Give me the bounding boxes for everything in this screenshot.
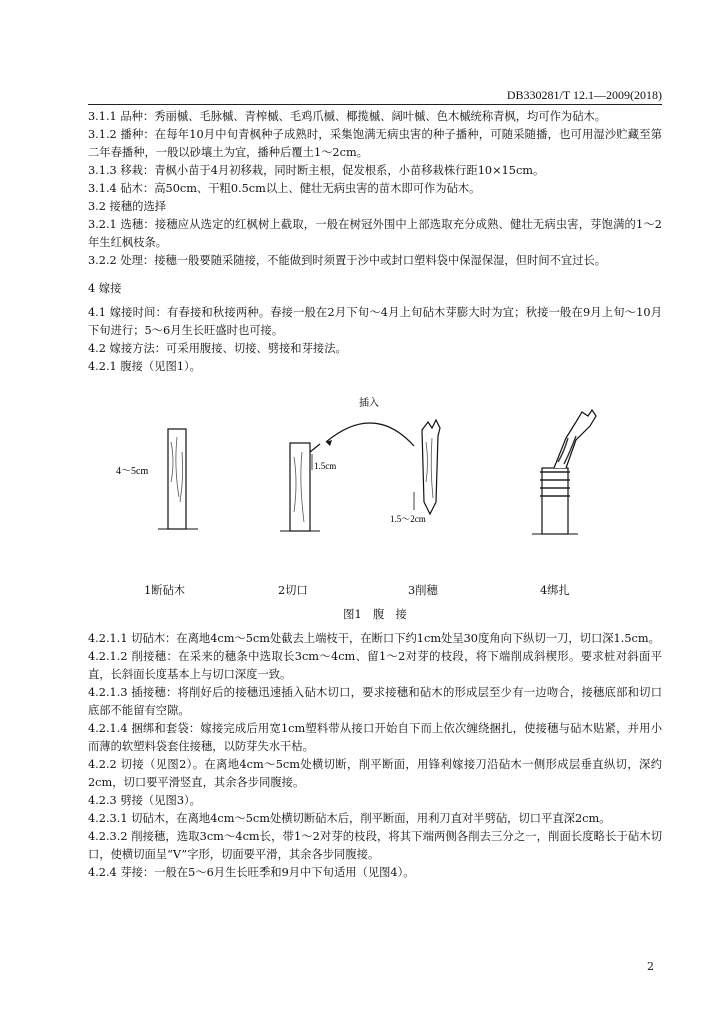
para-4-2-1-1: 4.2.1.1 切砧木：在离地4cm～5cm处截去上端枝干，在断口下约1cm处呈30度角向下纵切一刀，切口深1.5cm。 [88,632,660,645]
page-body [88,108,662,882]
para-3-2-2: 3.2.2 处理：接穗一般要随采随接，不能做到时须置于沙中或封口塑料袋中保湿保湿，但时间不宜过长。 [88,254,607,267]
para-3-1-2: 3.1.2 播种：在每年10月中旬青枫种子成熟时，采集饱满无病虫害的种子播种，可随采随播，也可用湿沙贮藏至第二年春播种，一般以砂壤土为宜，播种后覆土1～2cm。 [88,128,662,159]
para-3-2-1: 3.2.1 选穗：接穗应从选定的红枫树上截取，一般在树冠外围中上部选取充分成熟、健壮无病虫害，芽饱满的1～2年生红枫枝条。 [88,218,662,249]
stock-incision-drawing [280,443,336,531]
para-4-2-3: 4.2.3 劈接（见图3）。 [88,794,201,807]
para-4-2: 4.2 嫁接方法：可采用腹接、切接、劈接和芽接法。 [88,342,347,355]
para-4-2-3-1: 4.2.3.1 切砧木，在离地4cm～5cm处横切断砧木后，削平断面，用利刀直对半劈砧，切口平直深2cm。 [88,812,611,825]
para-4-2-2: 4.2.2 切接（见图2）。在离地4cm～5cm处横切断，削平断面，用锋利嫁接刀沿砧木一侧形成层垂直纵切，深约2cm，切口要平滑竖直，其余各步同腹接。 [88,758,662,789]
para-4-2-1-2: 4.2.1.2 削接穗：在采来的穗条中选取长3cm～4cm、留1～2对芽的枝段，将下端削成斜楔形。要求桩对斜面平直，长斜面长度基本上与切口深度一致。 [88,650,662,681]
figure-1-illustration [88,382,662,582]
figure-title: 图1 腹 接 [343,608,407,621]
caption-scion: 3削穗 [408,584,438,597]
heading-3-2: 3.2 接穗的选择 [88,200,167,213]
para-4-2-1-4: 4.2.1.4 捆绑和套袋：嫁接完成后用宽1cm塑料带从接口开始自下而上依次缠绕捆扎，使接穗与砧木贴紧，并用小而薄的软塑料袋套住接穗，以防芽失水干枯。 [88,722,662,753]
scion-drawing [390,420,440,524]
caption-stock: 1断砧木 [144,584,186,597]
stock-cut-drawing [116,429,198,529]
header-rule [88,104,662,105]
scion-length-label: 1.5～2cm [390,514,426,524]
para-4-2-1: 4.2.1 腹接（见图1）。 [88,360,201,373]
para-3-1-3: 3.1.3 移栽：青枫小苗于4月初移栽，同时断主根，促发根系，小苗移栽株行距10×15cm。 [88,164,545,177]
para-3-1-1: 3.1.1 品种：秀丽槭、毛脉槭、青榨槭、毛鸡爪槭、椰揽槭、阔叶槭、色木槭统称青枫，均可作为砧木。 [88,110,607,123]
grafting-diagram [114,382,644,582]
para-4-2-4: 4.2.4 芽接：一般在5～6月生长旺季和9月中下旬适用（见图4）。 [88,866,415,879]
heading-section-4: 4 嫁接 [88,282,122,295]
document-code: DB330281/T 12.1—2009(2018) [506,88,662,102]
caption-bind: 4绑扎 [540,584,570,597]
page-number: 2 [647,960,654,973]
insert-label: 插入 [359,398,379,409]
figure-captions [88,582,662,604]
bound-graft-drawing [532,410,596,534]
para-3-1-4: 3.1.4 砧木：高50cm、干粗0.5cm以上、健壮无病虫害的苗木即可作为砧木。 [88,182,481,195]
para-4-2-3-2: 4.2.3.2 削接穗，选取3cm～4cm长，带1～2对芽的枝段，将其下端两侧各削去三分之一，削面长度略长于砧木切口，使横切面呈“V”字形，切面要平滑，其余各步同腹接。 [88,830,662,861]
height-label: 4～5cm [116,466,149,477]
caption-cut: 2切口 [278,584,308,597]
para-4-1: 4.1 嫁接时间：有春接和秋接两种。春接一般在2月下旬～4月上旬砧木芽膨大时为宜；秋接一般在9月上旬～10月下旬进行；5～6月生长旺盛时也可接。 [88,306,662,337]
insert-arrow [326,396,414,446]
para-4-2-1-3: 4.2.1.3 插接穗：将削好后的接穗迅速插入砧木切口，要求接穗和砧木的形成层至少有一边吻合，接穗底部和切口底部不能留有空隙。 [88,686,662,717]
cut-depth-label: 1.5cm [314,461,337,471]
